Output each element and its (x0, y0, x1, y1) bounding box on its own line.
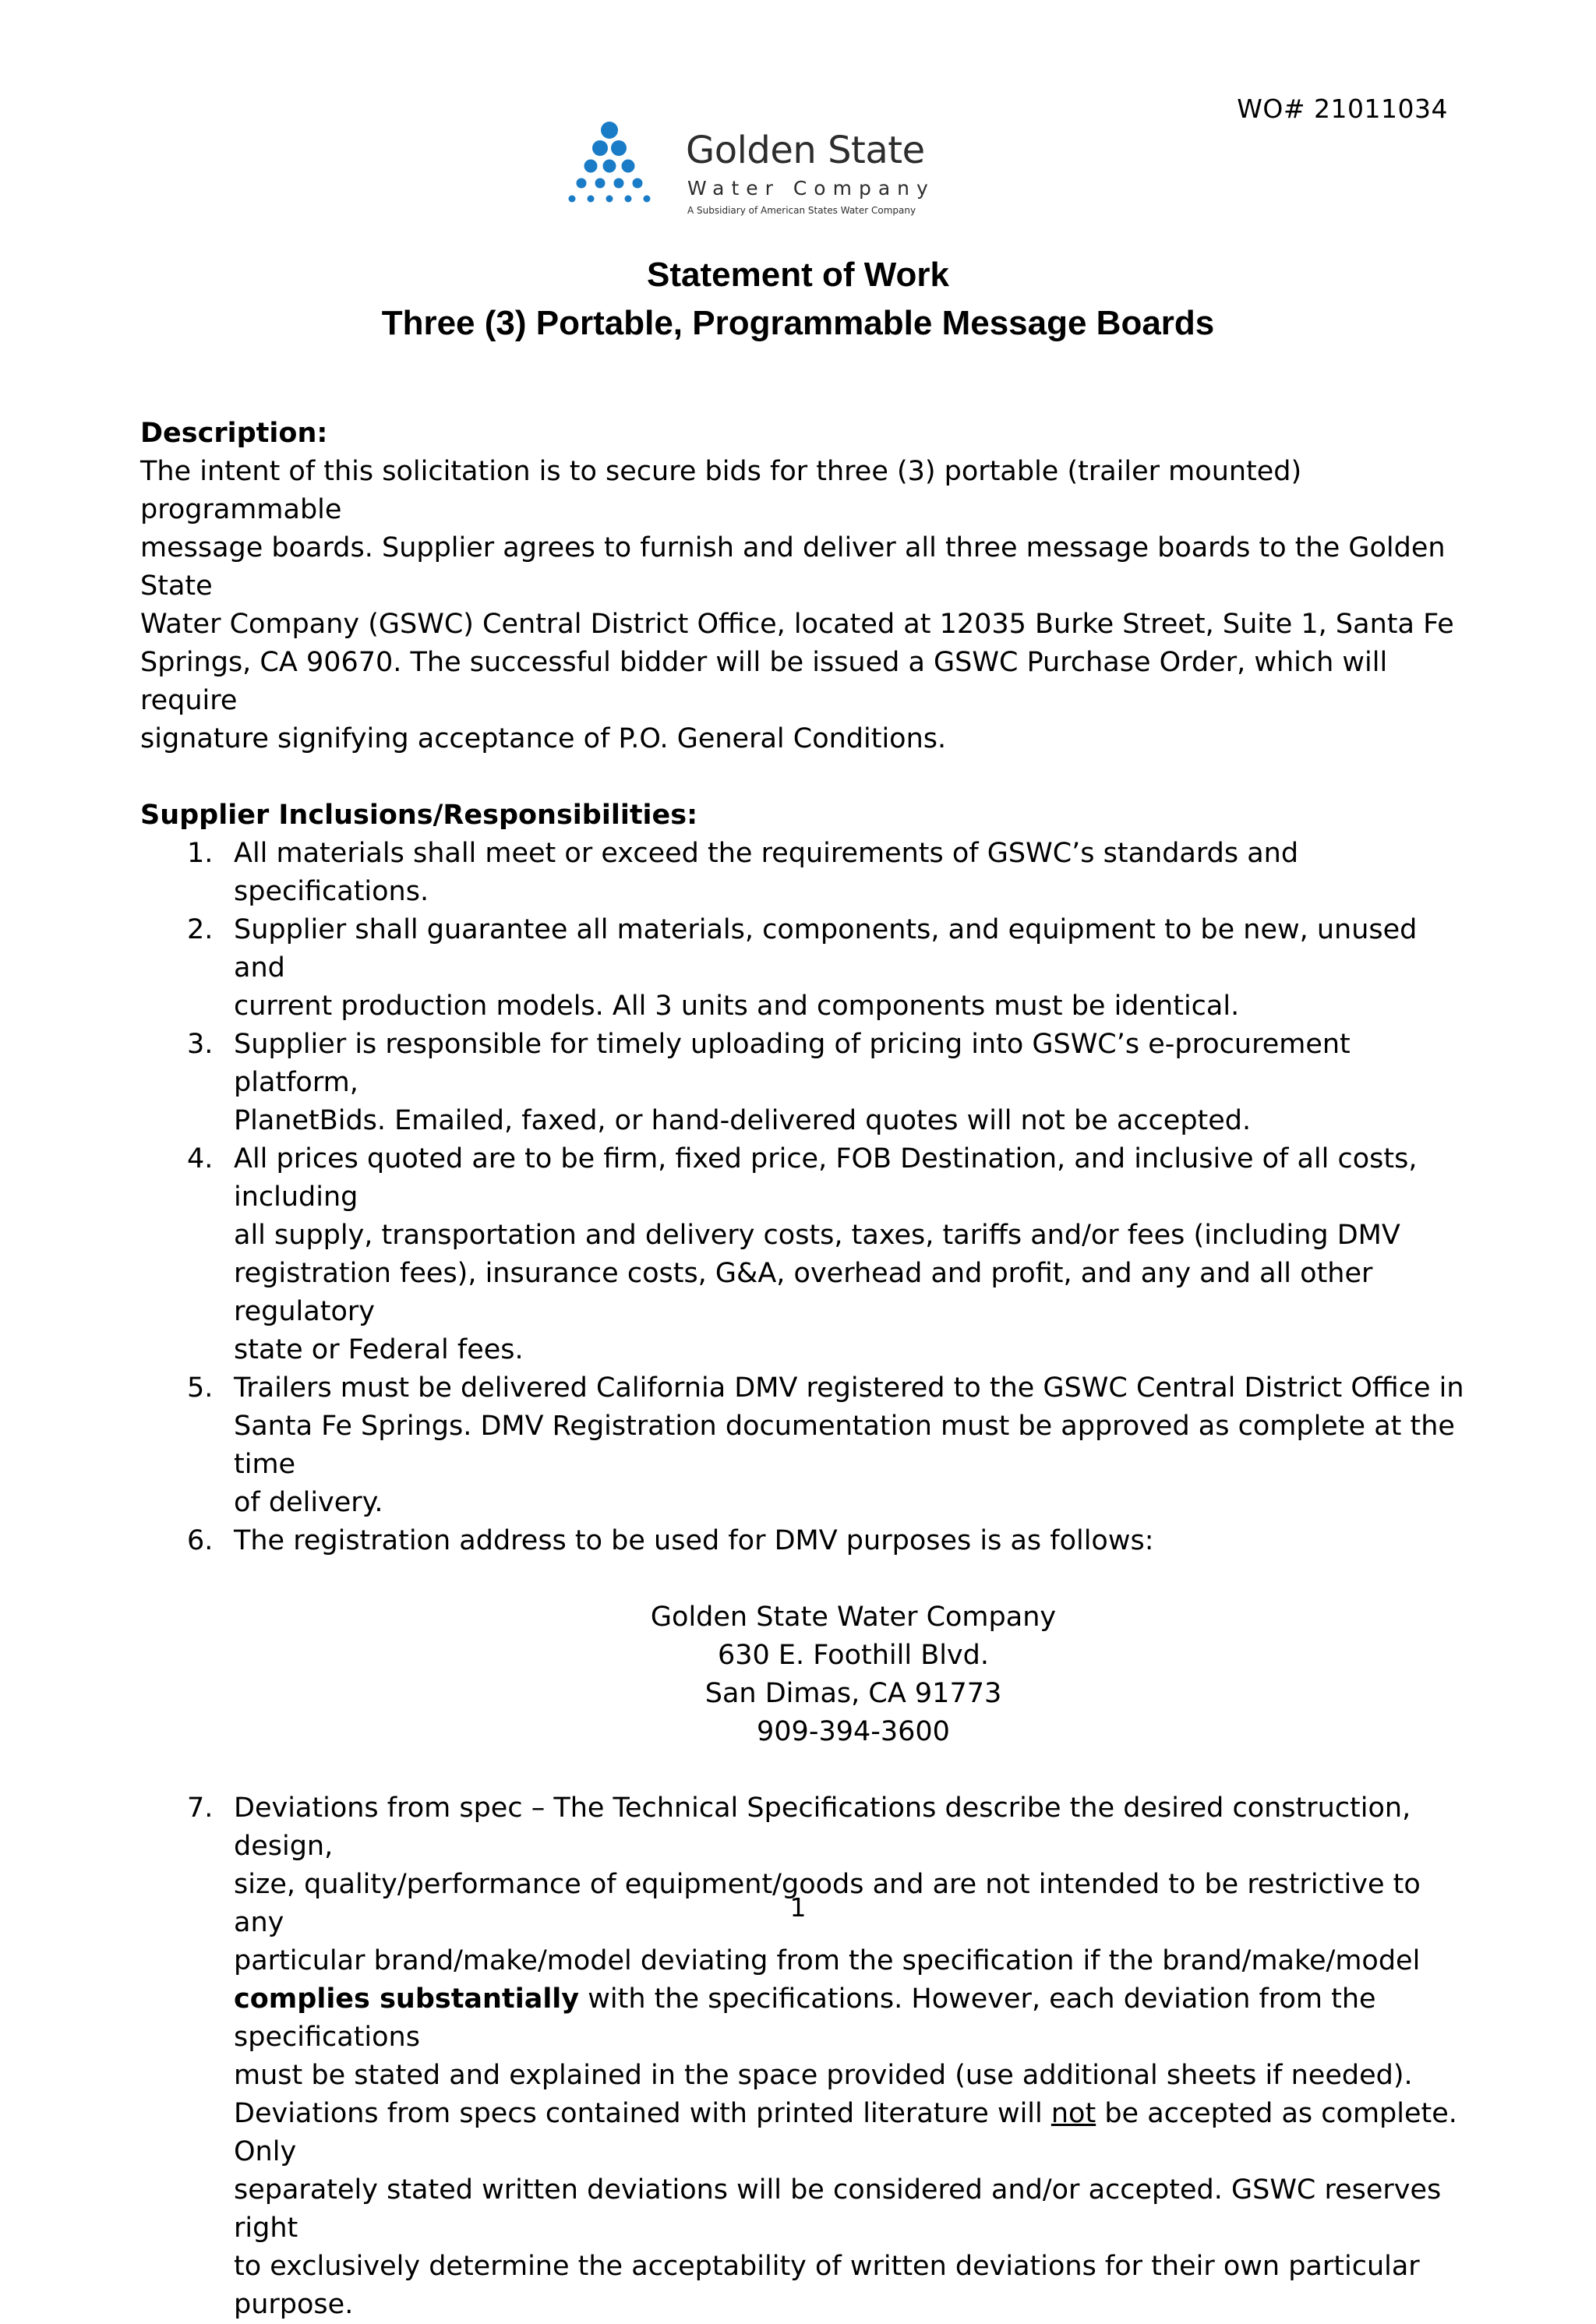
list-item-number: 4. (187, 1143, 214, 1174)
logo-tagline: A Subsidiary of American States Water Company (687, 205, 916, 216)
list-item-line: all supply, transportation and delivery costs, taxes, tariffs and/or fees (including DMV (234, 1220, 1400, 1251)
registration-address (234, 1598, 1473, 1751)
list-item-number: 6. (187, 1525, 214, 1556)
list-item-line: purpose. (234, 2289, 354, 2320)
list-item-number: 7. (187, 1792, 214, 1824)
list-item-line: must be stated and explained in the space provided (use additional sheets if needed). (234, 2060, 1413, 2091)
list-item (140, 1789, 1465, 2324)
list-item-number: 3. (187, 1029, 214, 1060)
list-item-line: All materials shall meet or exceed the requirements of GSWC’s standards and specifications. (234, 838, 1299, 907)
list-item-line: particular brand/make/model deviating from the specification if the brand/make/model (234, 1945, 1421, 1976)
underlined-text: not (1050, 2098, 1096, 2129)
list-item-text: Deviations from specs contained with printed literature will (234, 2098, 1051, 2129)
list-item (140, 1140, 1465, 1369)
list-item-line: PlanetBids. Emailed, faxed, or hand-delivered quotes will not be accepted. (234, 1105, 1252, 1136)
document-titles (0, 251, 1596, 348)
list-item-text: be accepted as complete. Only (234, 2098, 1457, 2167)
list-item-line: registration fees), insurance costs, G&A, overhead and profit, and any and all other regulatory (234, 1258, 1373, 1327)
emphasis-text: complies substantially (234, 1983, 580, 2015)
page-number: 1 (789, 1892, 807, 1923)
list-item-line: of delivery. (234, 1487, 383, 1518)
description-line: Springs, CA 90670. The successful bidder will be issued a GSWC Purchase Order, which will require (140, 647, 1388, 716)
work-order-number: WO# 21011034 (1237, 94, 1448, 124)
list-item-line: to exclusively determine the acceptability of written deviations for their own particular (234, 2251, 1420, 2282)
address-phone: 909-394-3600 (757, 1716, 950, 1747)
address-line: San Dimas, CA 91773 (704, 1678, 1002, 1709)
list-item-line: The registration address to be used for DMV purposes is as follows: (234, 1525, 1154, 1556)
description-line: The intent of this solicitation is to secure bids for three (3) portable (trailer mounted) programmable (140, 456, 1302, 525)
list-item-line: size, quality/performance of equipment/goods and are not intended to be restrictive to any (234, 1869, 1421, 1938)
description-line: message boards. Supplier agrees to furnish and deliver all three message boards to the Golden State (140, 532, 1446, 602)
list-item (140, 1026, 1465, 1140)
list-item-line: Supplier shall guarantee all materials, components, and equipment to be new, unused and (234, 914, 1418, 984)
list-item-line: current production models. All 3 units and components must be identical. (234, 991, 1240, 1022)
description-paragraph (140, 453, 1465, 758)
logo-company-name: Golden State (686, 129, 925, 172)
list-item (140, 1522, 1465, 1560)
list-item-line (234, 2095, 1465, 2171)
list-item-line: separately stated written deviations will be considered and/or accepted. GSWC reserves right (234, 2174, 1442, 2244)
address-line: 630 E. Foothill Blvd. (717, 1640, 989, 1671)
description-line: signature signifying acceptance of P.O. General Conditions. (140, 723, 947, 754)
logo-company-subtitle: Water Company (687, 177, 935, 200)
document-title: Statement of Work (647, 256, 949, 294)
list-item-number: 1. (187, 838, 214, 869)
company-logo (561, 121, 966, 222)
list-item-line: Santa Fe Springs. DMV Registration documentation must be approved as complete at the time (234, 1411, 1455, 1480)
water-drops-logo-icon (561, 121, 662, 222)
address-line: Golden State Water Company (650, 1602, 1057, 1633)
description-line: Water Company (GSWC) Central District Office, located at 12035 Burke Street, Suite 1, Santa Fe (140, 609, 1454, 640)
list-item-line: All prices quoted are to be firm, fixed price, FOB Destination, and inclusive of all costs, including (234, 1143, 1418, 1213)
list-item-number: 5. (187, 1372, 214, 1404)
description-heading: Description: (140, 418, 328, 449)
document-body (140, 415, 1465, 2324)
list-item-line: Deviations from spec – The Technical Specifications describe the desired construction, design, (234, 1792, 1411, 1862)
document-subtitle: Three (3) Portable, Programmable Message Boards (381, 304, 1215, 342)
list-item-line (234, 1980, 1465, 2057)
list-item (140, 1369, 1465, 1522)
inclusions-heading: Supplier Inclusions/Responsibilities: (140, 800, 698, 831)
list-item-number: 2. (187, 914, 214, 945)
list-item (140, 911, 1465, 1026)
list-item-line: Supplier is responsible for timely uploading of pricing into GSWC’s e-procurement platform, (234, 1029, 1351, 1098)
list-item-line: Trailers must be delivered California DMV registered to the GSWC Central District Office in (234, 1372, 1464, 1404)
list-item-line: state or Federal fees. (234, 1334, 524, 1365)
list-item-text: with the specifications. However, each deviation from the specifications (234, 1983, 1376, 2053)
list-item (140, 835, 1465, 911)
